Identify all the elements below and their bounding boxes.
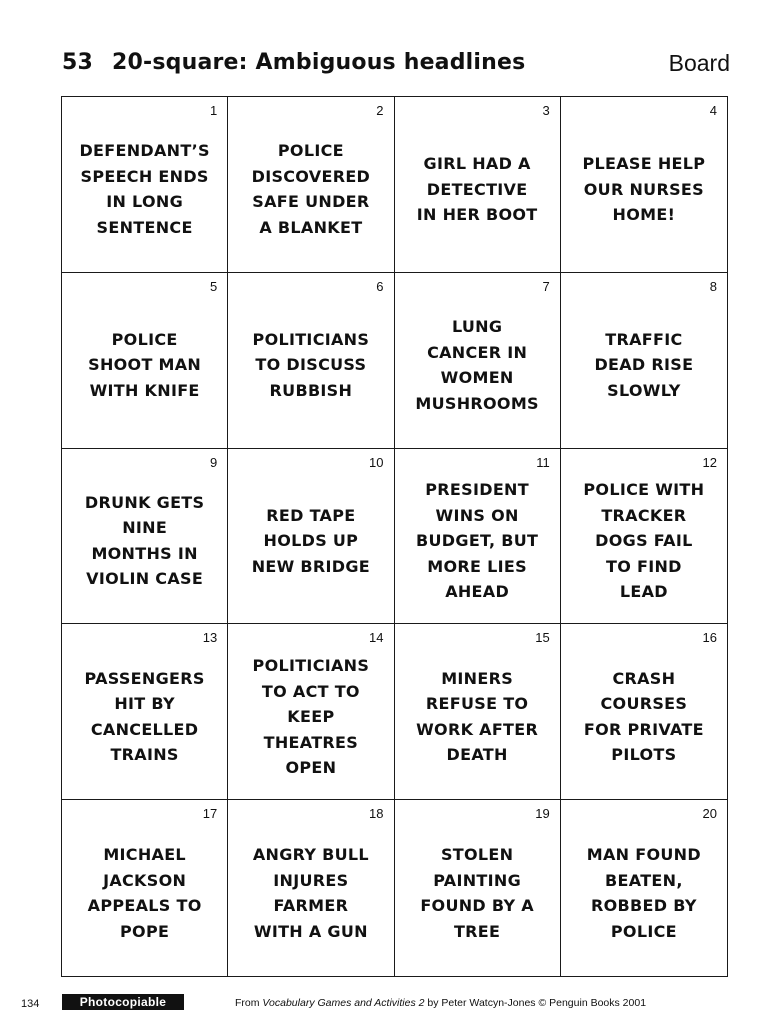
square-number: 11	[536, 454, 550, 470]
headline-line: FOR PRIVATE	[583, 719, 704, 739]
board-square	[228, 800, 394, 976]
square-number: 10	[369, 454, 384, 470]
headline-line: POLICE	[610, 921, 677, 941]
headline-line: SLOWLY	[607, 380, 681, 400]
board-square	[561, 624, 727, 800]
square-number: 7	[542, 278, 550, 294]
unit-number: 53	[62, 50, 94, 75]
headline-text	[236, 842, 385, 944]
headline-line: PAINTING	[433, 870, 522, 890]
headline-line: WINS ON	[435, 505, 519, 525]
headline-line: WOMEN	[440, 368, 514, 388]
headline-text	[70, 842, 219, 944]
headline-text	[236, 138, 385, 240]
board-square	[561, 449, 727, 625]
headline-line: TO FIND	[606, 556, 682, 576]
board-square	[395, 449, 561, 625]
headline-line: ROBBED BY	[591, 896, 697, 916]
headline-line: OUR NURSES	[583, 179, 704, 199]
headline-line: OPEN	[285, 758, 337, 778]
headline-line: POLICE WITH	[583, 480, 705, 500]
headline-line: VIOLIN CASE	[86, 569, 204, 589]
headline-line: POLITICIANS	[252, 329, 370, 349]
headline-text	[403, 151, 552, 228]
board-square	[62, 800, 228, 976]
board-square	[62, 97, 228, 273]
headline-line: REFUSE TO	[425, 694, 529, 714]
headline-line: THEATRES	[263, 732, 359, 752]
board-square	[62, 449, 228, 625]
headline-line: HOME!	[612, 205, 676, 225]
headline-line: GIRL HAD A	[423, 154, 531, 174]
headline-line: FARMER	[273, 896, 349, 916]
headline-line: BUDGET, BUT	[416, 531, 539, 551]
headline-line: KEEP	[287, 707, 335, 727]
board-square	[395, 97, 561, 273]
headline-line: LEAD	[619, 582, 668, 602]
square-number: 5	[210, 278, 218, 294]
headline-text	[236, 503, 385, 580]
headline-text	[236, 653, 385, 781]
page-number: 134	[21, 998, 40, 1010]
headline-line: DEFENDANT’S	[79, 141, 210, 161]
headline-line: WORK AFTER	[416, 719, 539, 739]
headline-line: ANGRY BULL	[252, 845, 369, 865]
section-label: Board	[668, 50, 730, 76]
headline-line: POLICE	[277, 141, 344, 161]
headline-line: DISCOVERED	[251, 166, 371, 186]
headline-line: A BLANKET	[259, 217, 363, 237]
headline-line: COURSES	[600, 694, 688, 714]
headline-line: POLICE	[111, 329, 178, 349]
board-square	[228, 624, 394, 800]
square-number: 15	[535, 630, 550, 646]
square-number: 20	[702, 806, 717, 822]
headline-line: MONTHS IN	[91, 543, 198, 563]
headline-line: PLEASE HELP	[582, 154, 706, 174]
source-credit	[235, 997, 646, 1009]
board-square	[62, 624, 228, 800]
square-number: 1	[210, 103, 218, 118]
board-square	[561, 800, 727, 976]
headline-line: INJURES	[273, 870, 349, 890]
headline-line: WITH KNIFE	[89, 380, 200, 400]
photocopiable-badge: Photocopiable	[62, 994, 184, 1010]
square-number: 6	[376, 278, 384, 294]
headline-text	[236, 327, 385, 404]
headline-line: LUNG	[451, 317, 503, 337]
headline-line: HIT BY	[114, 694, 175, 714]
board-square	[62, 273, 228, 449]
headline-line: CANCER IN	[427, 342, 528, 362]
headline-line: RED TAPE	[266, 505, 356, 525]
headline-line: DRUNK GETS	[84, 492, 205, 512]
square-number: 16	[702, 630, 717, 646]
headline-line: APPEALS TO	[87, 896, 202, 916]
headline-line: TREE	[453, 921, 501, 941]
headline-text	[70, 327, 219, 404]
headline-line: STOLEN	[440, 845, 514, 865]
page-header	[62, 50, 730, 84]
headline-text	[70, 490, 219, 592]
board-square	[395, 800, 561, 976]
square-number: 3	[542, 103, 550, 118]
headline-text	[569, 327, 719, 404]
headline-line: POPE	[120, 921, 170, 941]
headline-line: SENTENCE	[96, 217, 193, 237]
board-square	[561, 97, 727, 273]
book-title: Vocabulary Games and Activities 2	[262, 997, 425, 1009]
board-square	[228, 449, 394, 625]
headline-line: SAFE UNDER	[252, 192, 370, 212]
headline-line: MAN FOUND	[586, 845, 701, 865]
headline-line: TO ACT TO	[261, 681, 360, 701]
square-number: 9	[210, 454, 218, 470]
headline-line: CRASH	[612, 668, 676, 688]
headline-line: DEATH	[446, 745, 508, 765]
headline-text	[403, 842, 552, 944]
square-number: 19	[535, 806, 550, 822]
headline-line: SHOOT MAN	[88, 355, 202, 375]
credit-suffix: by Peter Watcyn-Jones © Penguin Books 2001	[424, 997, 647, 1009]
headline-line: MUSHROOMS	[415, 393, 539, 413]
square-number: 8	[709, 278, 717, 294]
headline-line: MORE LIES	[427, 556, 527, 576]
headline-line: CANCELLED	[90, 719, 199, 739]
square-number: 17	[202, 806, 218, 822]
credit-prefix: From	[235, 997, 263, 1009]
headline-line: IN HER BOOT	[416, 205, 538, 225]
headline-line: IN LONG	[106, 192, 183, 212]
headline-line: DOGS FAIL	[595, 531, 693, 551]
headline-text	[403, 666, 552, 768]
headline-line: DEAD RISE	[594, 355, 694, 375]
headline-line: AHEAD	[445, 582, 510, 602]
headline-text	[70, 666, 219, 768]
headline-line: BEATEN,	[605, 870, 683, 890]
headline-line: POLITICIANS	[252, 656, 370, 676]
headline-line: MICHAEL	[103, 845, 186, 865]
page-footer	[0, 994, 768, 1014]
board-square	[395, 624, 561, 800]
headline-line: RUBBISH	[269, 380, 353, 400]
square-number: 13	[202, 630, 218, 646]
page-title: 20-square: Ambiguous headlines	[112, 50, 526, 75]
board-square	[228, 97, 394, 273]
headline-line: NINE	[122, 518, 168, 538]
headline-text	[70, 138, 219, 240]
square-number: 12	[702, 454, 717, 470]
headline-line: TO DISCUSS	[255, 355, 367, 375]
board-square	[561, 273, 727, 449]
board-square	[395, 273, 561, 449]
square-number: 14	[369, 630, 384, 646]
headline-line: DETECTIVE	[426, 179, 528, 199]
headline-text	[569, 842, 719, 944]
headline-text	[403, 314, 552, 416]
headline-line: MINERS	[441, 668, 514, 688]
headline-board	[61, 96, 728, 977]
headline-text	[403, 477, 552, 605]
headline-line: PRESIDENT	[425, 480, 529, 500]
headline-line: PILOTS	[611, 745, 677, 765]
square-number: 18	[369, 806, 384, 822]
headline-line: TRACKER	[601, 505, 687, 525]
headline-line: NEW BRIDGE	[251, 556, 371, 576]
board-square	[228, 273, 394, 449]
square-number: 4	[709, 103, 717, 118]
headline-line: TRAFFIC	[605, 329, 683, 349]
square-number: 2	[376, 103, 384, 118]
headline-line: FOUND BY A	[420, 896, 534, 916]
headline-text	[569, 477, 719, 605]
headline-text	[569, 151, 719, 228]
headline-text	[569, 666, 719, 768]
headline-line: JACKSON	[103, 870, 187, 890]
headline-line: HOLDS UP	[263, 531, 359, 551]
headline-line: TRAINS	[110, 745, 179, 765]
headline-line: SPEECH ENDS	[80, 166, 209, 186]
headline-line: WITH A GUN	[253, 921, 368, 941]
headline-line: PASSENGERS	[84, 668, 205, 688]
